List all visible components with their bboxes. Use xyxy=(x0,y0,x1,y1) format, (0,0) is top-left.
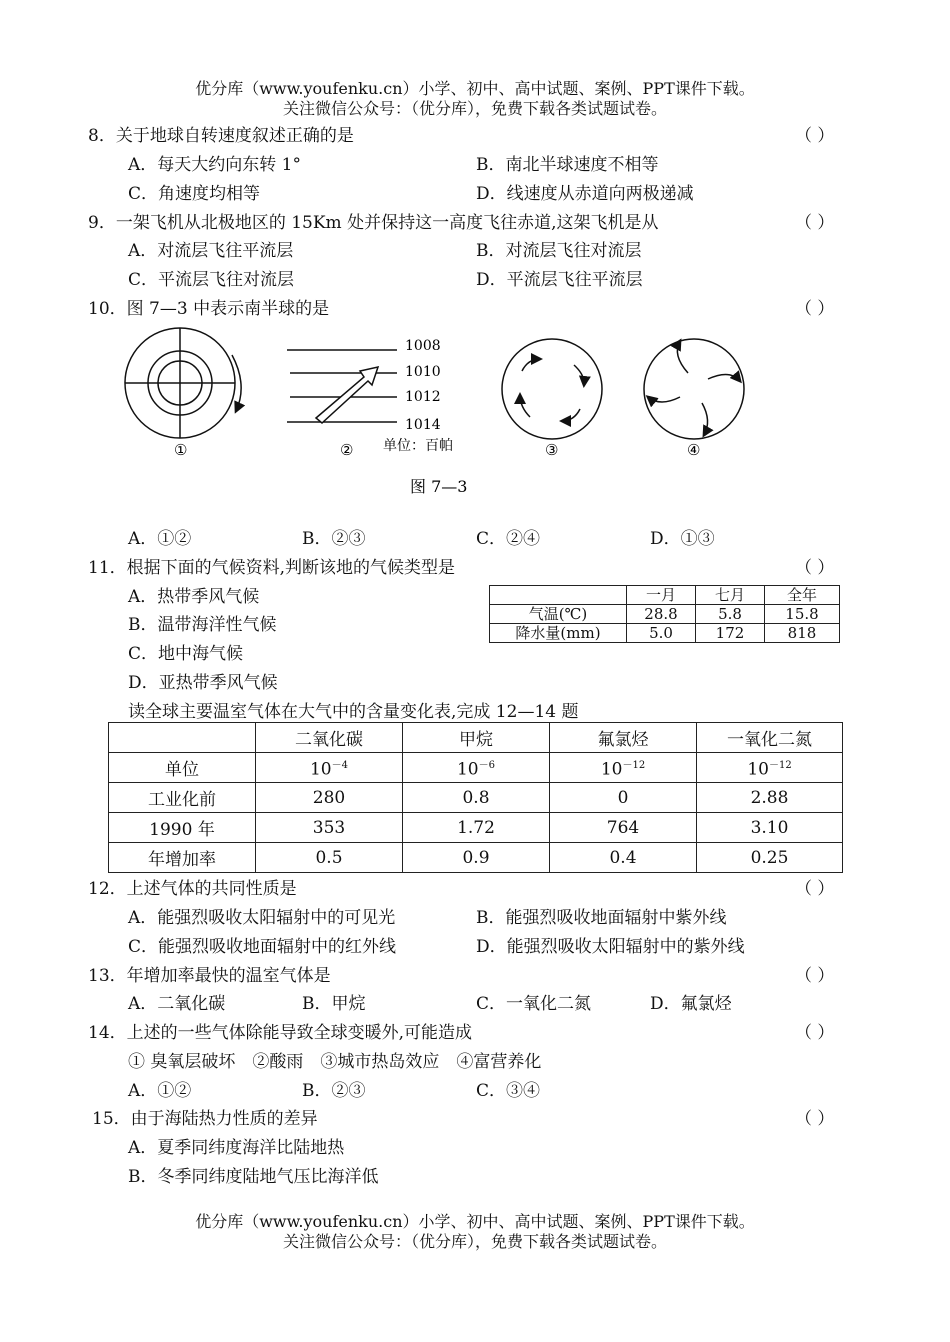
diagram-1-polar-view xyxy=(125,328,241,438)
gas-unit-cell: $10^{-4}$ xyxy=(256,753,403,783)
table-row xyxy=(109,783,843,813)
q13-option-b: B．甲烷 xyxy=(302,994,366,1014)
q11-option-a: A．热带季风气候 xyxy=(128,587,260,607)
q11-option-b: B．温带海洋性气候 xyxy=(128,615,277,635)
q10-option-d: D．①③ xyxy=(650,529,715,549)
climate-cell: 28.8 xyxy=(627,605,696,624)
q11-stem: 11．根据下面的气候资料,判断该地的气候类型是 xyxy=(88,558,456,578)
table-row xyxy=(109,753,843,783)
q12-option-d: D．能强烈吸收太阳辐射中的紫外线 xyxy=(476,937,745,957)
diagram-2-isobars xyxy=(287,350,397,423)
q9-option-d: D．平流层飞往平流层 xyxy=(476,270,643,290)
climate-cell: 818 xyxy=(765,624,840,643)
gas-cell: 1.72 xyxy=(403,813,550,843)
gas-cell: 353 xyxy=(256,813,403,843)
gas-header-cell: 氟氯烃 xyxy=(550,723,697,753)
q13-stem: 13．年增加率最快的温室气体是 xyxy=(88,966,331,986)
q12-option-c: C．能强烈吸收地面辐射中的红外线 xyxy=(128,937,397,957)
q8-option-c: C．角速度均相等 xyxy=(128,184,261,204)
gas-cell: 2.88 xyxy=(697,783,843,813)
table-row xyxy=(109,843,843,873)
footer-line-1: 优分库（www.youfenku.cn）小学、初中、高中试题、案例、PPT课件下载。 xyxy=(195,1212,755,1231)
q13-option-c: C．一氧化二氮 xyxy=(476,994,592,1014)
table-row xyxy=(490,624,840,643)
gas-cell: 0 xyxy=(550,783,697,813)
q11-option-c: C．地中海气候 xyxy=(128,644,244,664)
isobar-label-1014: 1014 xyxy=(405,417,441,433)
gas-cell: 0.9 xyxy=(403,843,550,873)
diagram-2-label: ② xyxy=(340,441,354,459)
answer-paren: （ ） xyxy=(795,879,835,899)
answer-paren: （ ） xyxy=(795,966,835,986)
q8-option-a: A．每天大约向东转 1° xyxy=(128,155,301,175)
gas-cell: 3.10 xyxy=(697,813,843,843)
q14-stem: 14．上述的一些气体除能导致全球变暖外,可能造成 xyxy=(88,1023,473,1043)
figure-caption: 图 7—3 xyxy=(410,477,468,496)
answer-paren: （ ） xyxy=(795,558,835,578)
gas-cell: 280 xyxy=(256,783,403,813)
q10-option-a: A．①② xyxy=(128,529,192,549)
greenhouse-gas-table xyxy=(108,722,843,873)
q9-option-b: B．对流层飞往对流层 xyxy=(476,241,642,261)
climate-cell: 15.8 xyxy=(765,605,840,624)
gas-cell: 工业化前 xyxy=(109,783,256,813)
climate-cell: 5.0 xyxy=(627,624,696,643)
footer-line-2: 关注微信公众号：（优分库），免费下载各类试题试卷。 xyxy=(282,1232,667,1251)
q8-option-d: D．线速度从赤道向两极递减 xyxy=(476,184,694,204)
climate-header-cell: 七月 xyxy=(696,586,765,605)
gas-cell: 764 xyxy=(550,813,697,843)
gas-unit-cell: $10^{-6}$ xyxy=(403,753,550,783)
q14-option-b: B．②③ xyxy=(302,1081,366,1101)
gas-cell: 单位 xyxy=(109,753,256,783)
table-row xyxy=(490,605,840,624)
diagram-4-anticyclone xyxy=(644,339,744,439)
gas-cell: 0.25 xyxy=(697,843,843,873)
climate-cell: 5.8 xyxy=(696,605,765,624)
q13-option-a: A．二氧化碳 xyxy=(128,994,226,1014)
q12-option-a: A．能强烈吸收太阳辐射中的可见光 xyxy=(128,908,396,928)
diagram-1-label: ① xyxy=(174,441,188,459)
table-row xyxy=(109,813,843,843)
isobar-label-1012: 1012 xyxy=(405,389,441,405)
gas-cell: 年增加率 xyxy=(109,843,256,873)
gas-cell: 0.5 xyxy=(256,843,403,873)
gas-header-cell: 二氧化碳 xyxy=(256,723,403,753)
climate-cell: 172 xyxy=(696,624,765,643)
gas-header-cell xyxy=(109,723,256,753)
q14-items: ① 臭氧层破坏 ②酸雨 ③城市热岛效应 ④富营养化 xyxy=(128,1052,542,1072)
figure-7-3 xyxy=(0,325,950,500)
gas-unit-cell: $10^{-12}$ xyxy=(697,753,843,783)
q10-option-c: C．②④ xyxy=(476,529,541,549)
q13-option-d: D．氟氯烃 xyxy=(650,994,732,1014)
climate-table xyxy=(489,585,840,643)
q9-option-a: A．对流层飞往平流层 xyxy=(128,241,294,261)
gas-header-cell: 一氧化二氮 xyxy=(697,723,843,753)
header-line-1: 优分库（www.youfenku.cn）小学、初中、高中试题、案例、PPT课件下载。 xyxy=(195,79,755,98)
q8-stem: 8．关于地球自转速度叙述正确的是 xyxy=(88,126,354,146)
gas-header-cell: 甲烷 xyxy=(403,723,550,753)
q15-option-b: B．冬季同纬度陆地气压比海洋低 xyxy=(128,1167,379,1187)
climate-cell: 降水量(mm) xyxy=(490,624,627,643)
climate-header-cell: 全年 xyxy=(765,586,840,605)
q9-option-c: C．平流层飞往对流层 xyxy=(128,270,295,290)
isobar-label-1010: 1010 xyxy=(405,364,441,380)
q10-stem: 10．图 7—3 中表示南半球的是 xyxy=(88,299,330,319)
q14-option-c: C．③④ xyxy=(476,1081,541,1101)
answer-paren: （ ） xyxy=(795,126,835,146)
isobar-label-1008: 1008 xyxy=(405,338,441,354)
q10-option-b: B．②③ xyxy=(302,529,366,549)
gas-cell: 0.8 xyxy=(403,783,550,813)
q12-option-b: B．能强烈吸收地面辐射中紫外线 xyxy=(476,908,727,928)
q15-option-a: A．夏季同纬度海洋比陆地热 xyxy=(128,1138,345,1158)
gas-unit-cell: $10^{-12}$ xyxy=(550,753,697,783)
gas-cell: 1990 年 xyxy=(109,813,256,843)
header-line-2: 关注微信公众号：（优分库），免费下载各类试题试卷。 xyxy=(282,99,667,118)
answer-paren: （ ） xyxy=(795,1023,835,1043)
climate-cell: 气温(℃) xyxy=(490,605,627,624)
q12-14-intro: 读全球主要温室气体在大气中的含量变化表,完成 12—14 题 xyxy=(128,702,579,722)
q11-option-d: D．亚热带季风气候 xyxy=(128,673,278,693)
q15-stem: 15．由于海陆热力性质的差异 xyxy=(92,1109,318,1129)
q8-option-b: B．南北半球速度不相等 xyxy=(476,155,659,175)
climate-header-cell xyxy=(490,586,627,605)
diagram-3-label: ③ xyxy=(545,441,559,459)
answer-paren: （ ） xyxy=(795,299,835,319)
pressure-unit: 单位：百帕 xyxy=(383,438,453,454)
gas-cell: 0.4 xyxy=(550,843,697,873)
q14-option-a: A．①② xyxy=(128,1081,192,1101)
answer-paren: （ ） xyxy=(795,1109,835,1129)
diagram-3-cyclone xyxy=(502,339,602,439)
climate-header-cell: 一月 xyxy=(627,586,696,605)
q12-stem: 12．上述气体的共同性质是 xyxy=(88,879,297,899)
diagram-4-label: ④ xyxy=(687,441,701,459)
q9-stem: 9．一架飞机从北极地区的 15Km 处并保持这一高度飞往赤道,这架飞机是从 xyxy=(88,213,659,233)
answer-paren: （ ） xyxy=(795,213,835,233)
